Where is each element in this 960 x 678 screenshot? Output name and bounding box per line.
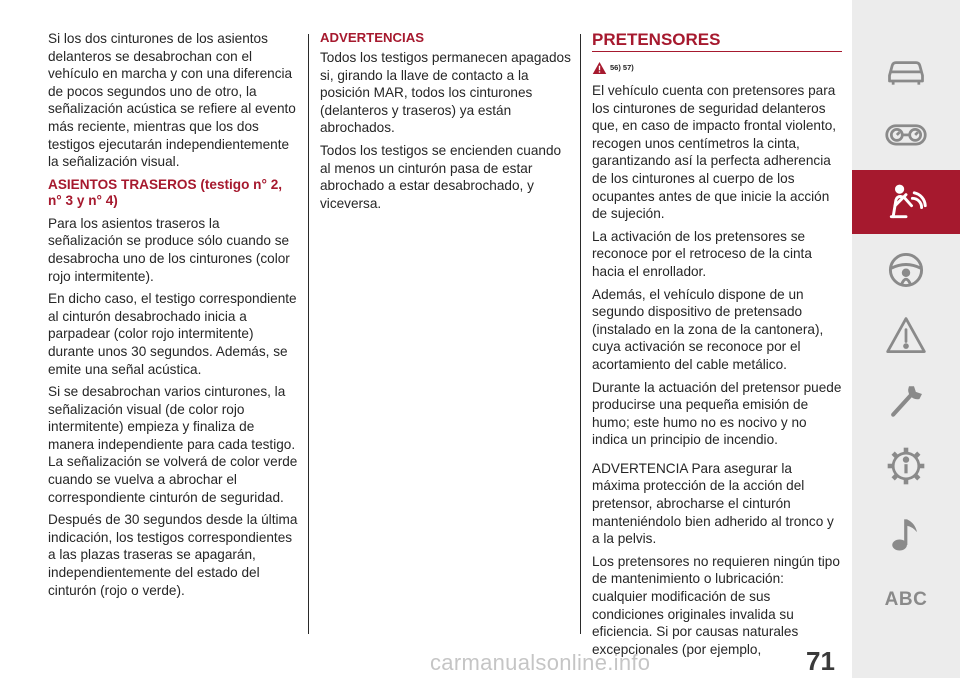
gear-info-icon	[884, 444, 928, 488]
paragraph: Durante la actuación del pretensor puede producirse una pequeña emisión de humo; este humo no es nocivo y no indica un principio de incendio.	[592, 379, 842, 448]
column-left	[48, 30, 298, 604]
sidebar-item-safety[interactable]	[852, 170, 960, 234]
paragraph: Para los asientos traseros la señalización se produce sólo cuando se desabrocha uno de los cinturones (color rojo intermitente).	[48, 215, 290, 284]
warning-refs[interactable]: 56) 57)	[610, 63, 634, 73]
sidebar-item-multimedia[interactable]	[852, 502, 960, 566]
paragraph: Además, el vehículo dispone de un segundo dispositivo de pretensado (instalado en la zona de la cantonera), cuya activación se reconoce por el acortamiento del cable metálico.	[592, 286, 824, 372]
page-number: 71	[806, 646, 835, 676]
paragraph: El vehículo cuenta con pretensores para los cinturones de seguridad delanteros que, en caso de impacto frontal violento, recogen unos centímetros la cinta, garantizando así la perfecta adherencia de los cinturones al cuerpo de los ocupantes antes de que inicie la acción de sujeción.	[592, 83, 837, 222]
paragraph-intro: Si los dos cinturones de los asientos delanteros se desabrochan con el vehículo en marcha y con una diferencia de pocos segundos uno de otro, la señalización acústica se refiere al evento más reciente, mientras que los dos testigos ejecutarán independientemente la señalización visual.	[48, 31, 296, 170]
column-middle	[320, 30, 572, 217]
sidebar-item-driving[interactable]	[852, 238, 960, 302]
watermark: carmanualsonline.info	[430, 650, 651, 675]
abc-index-label: ABC	[884, 589, 928, 610]
steering-wheel-icon	[884, 248, 928, 292]
heading-advertencias: ADVERTENCIAS	[320, 30, 425, 45]
sidebar-item-warnings[interactable]	[852, 304, 960, 368]
heading-rear-seats: ASIENTOS TRASEROS (testigo n° 2, n° 3 y n° 4)	[48, 176, 283, 208]
paragraph: Los pretensores no requieren ningún tipo de mantenimiento o lubricación: cualquier modificación de sus condiciones originales invalida su eficiencia. Si por causas naturales excepcionales (por ejemplo,	[592, 553, 840, 657]
sidebar-item-index[interactable]	[852, 568, 960, 632]
paragraph-advertencia: ADVERTENCIA Para asegurar la máxima protección de la acción del pretensor, abrocharse el cinturón manteniéndolo bien adherido al tronco y a la pelvis.	[592, 460, 834, 547]
warning-reference	[592, 59, 842, 77]
sidebar-item-maintenance[interactable]	[852, 434, 960, 498]
paragraph: Todos los testigos permanecen apagados si, girando la llave de contacto a la posición MAR, todos los cinturones (delanteros y traseros) ya están abrochados.	[320, 50, 571, 136]
chapter-sidebar	[852, 0, 960, 678]
paragraph: La activación de los pretensores se reconoce por el retroceso de la cinta hacia el enrollador.	[592, 228, 812, 279]
paragraph: Si se desabrochan varios cinturones, la señalización visual (de color rojo intermitente) empieza y finaliza de manera independiente para cada testigo. La señalización se volverá de color verde cuando se vuelva a abrochar el correspondiente cinturón de seguridad.	[48, 384, 298, 505]
column-right	[592, 30, 842, 663]
paragraph: Después de 30 segundos desde la última indicación, los testigos correspondientes a las plazas traseras se apagarán, independientemente del estado del cinturón (rojo o verde).	[48, 512, 298, 598]
warning-triangle-icon	[592, 61, 607, 75]
warning-triangle-icon	[884, 314, 928, 358]
section-title: PRETENSORES	[592, 30, 842, 52]
music-note-icon	[884, 512, 928, 556]
instrument-panel-icon	[884, 112, 928, 156]
car-icon	[884, 48, 928, 92]
paragraph: Todos los testigos se encienden cuando al menos un cinturón pasa de estar abrochado a estar desabrochado, y viceversa.	[320, 142, 562, 211]
sidebar-item-emergency[interactable]	[852, 368, 960, 432]
column-divider	[308, 34, 309, 634]
seatbelt-airbag-icon	[884, 180, 928, 224]
column-divider	[580, 34, 581, 634]
sidebar-item-vehicle[interactable]	[852, 38, 960, 102]
wrench-icon	[884, 378, 928, 422]
sidebar-item-instruments[interactable]	[852, 102, 960, 166]
paragraph: En dicho caso, el testigo correspondiente al cinturón desabrochado inicia a parpadear (color rojo intermitente) durante unos 30 segundos. Además, se emite una señal acústica.	[48, 291, 297, 377]
